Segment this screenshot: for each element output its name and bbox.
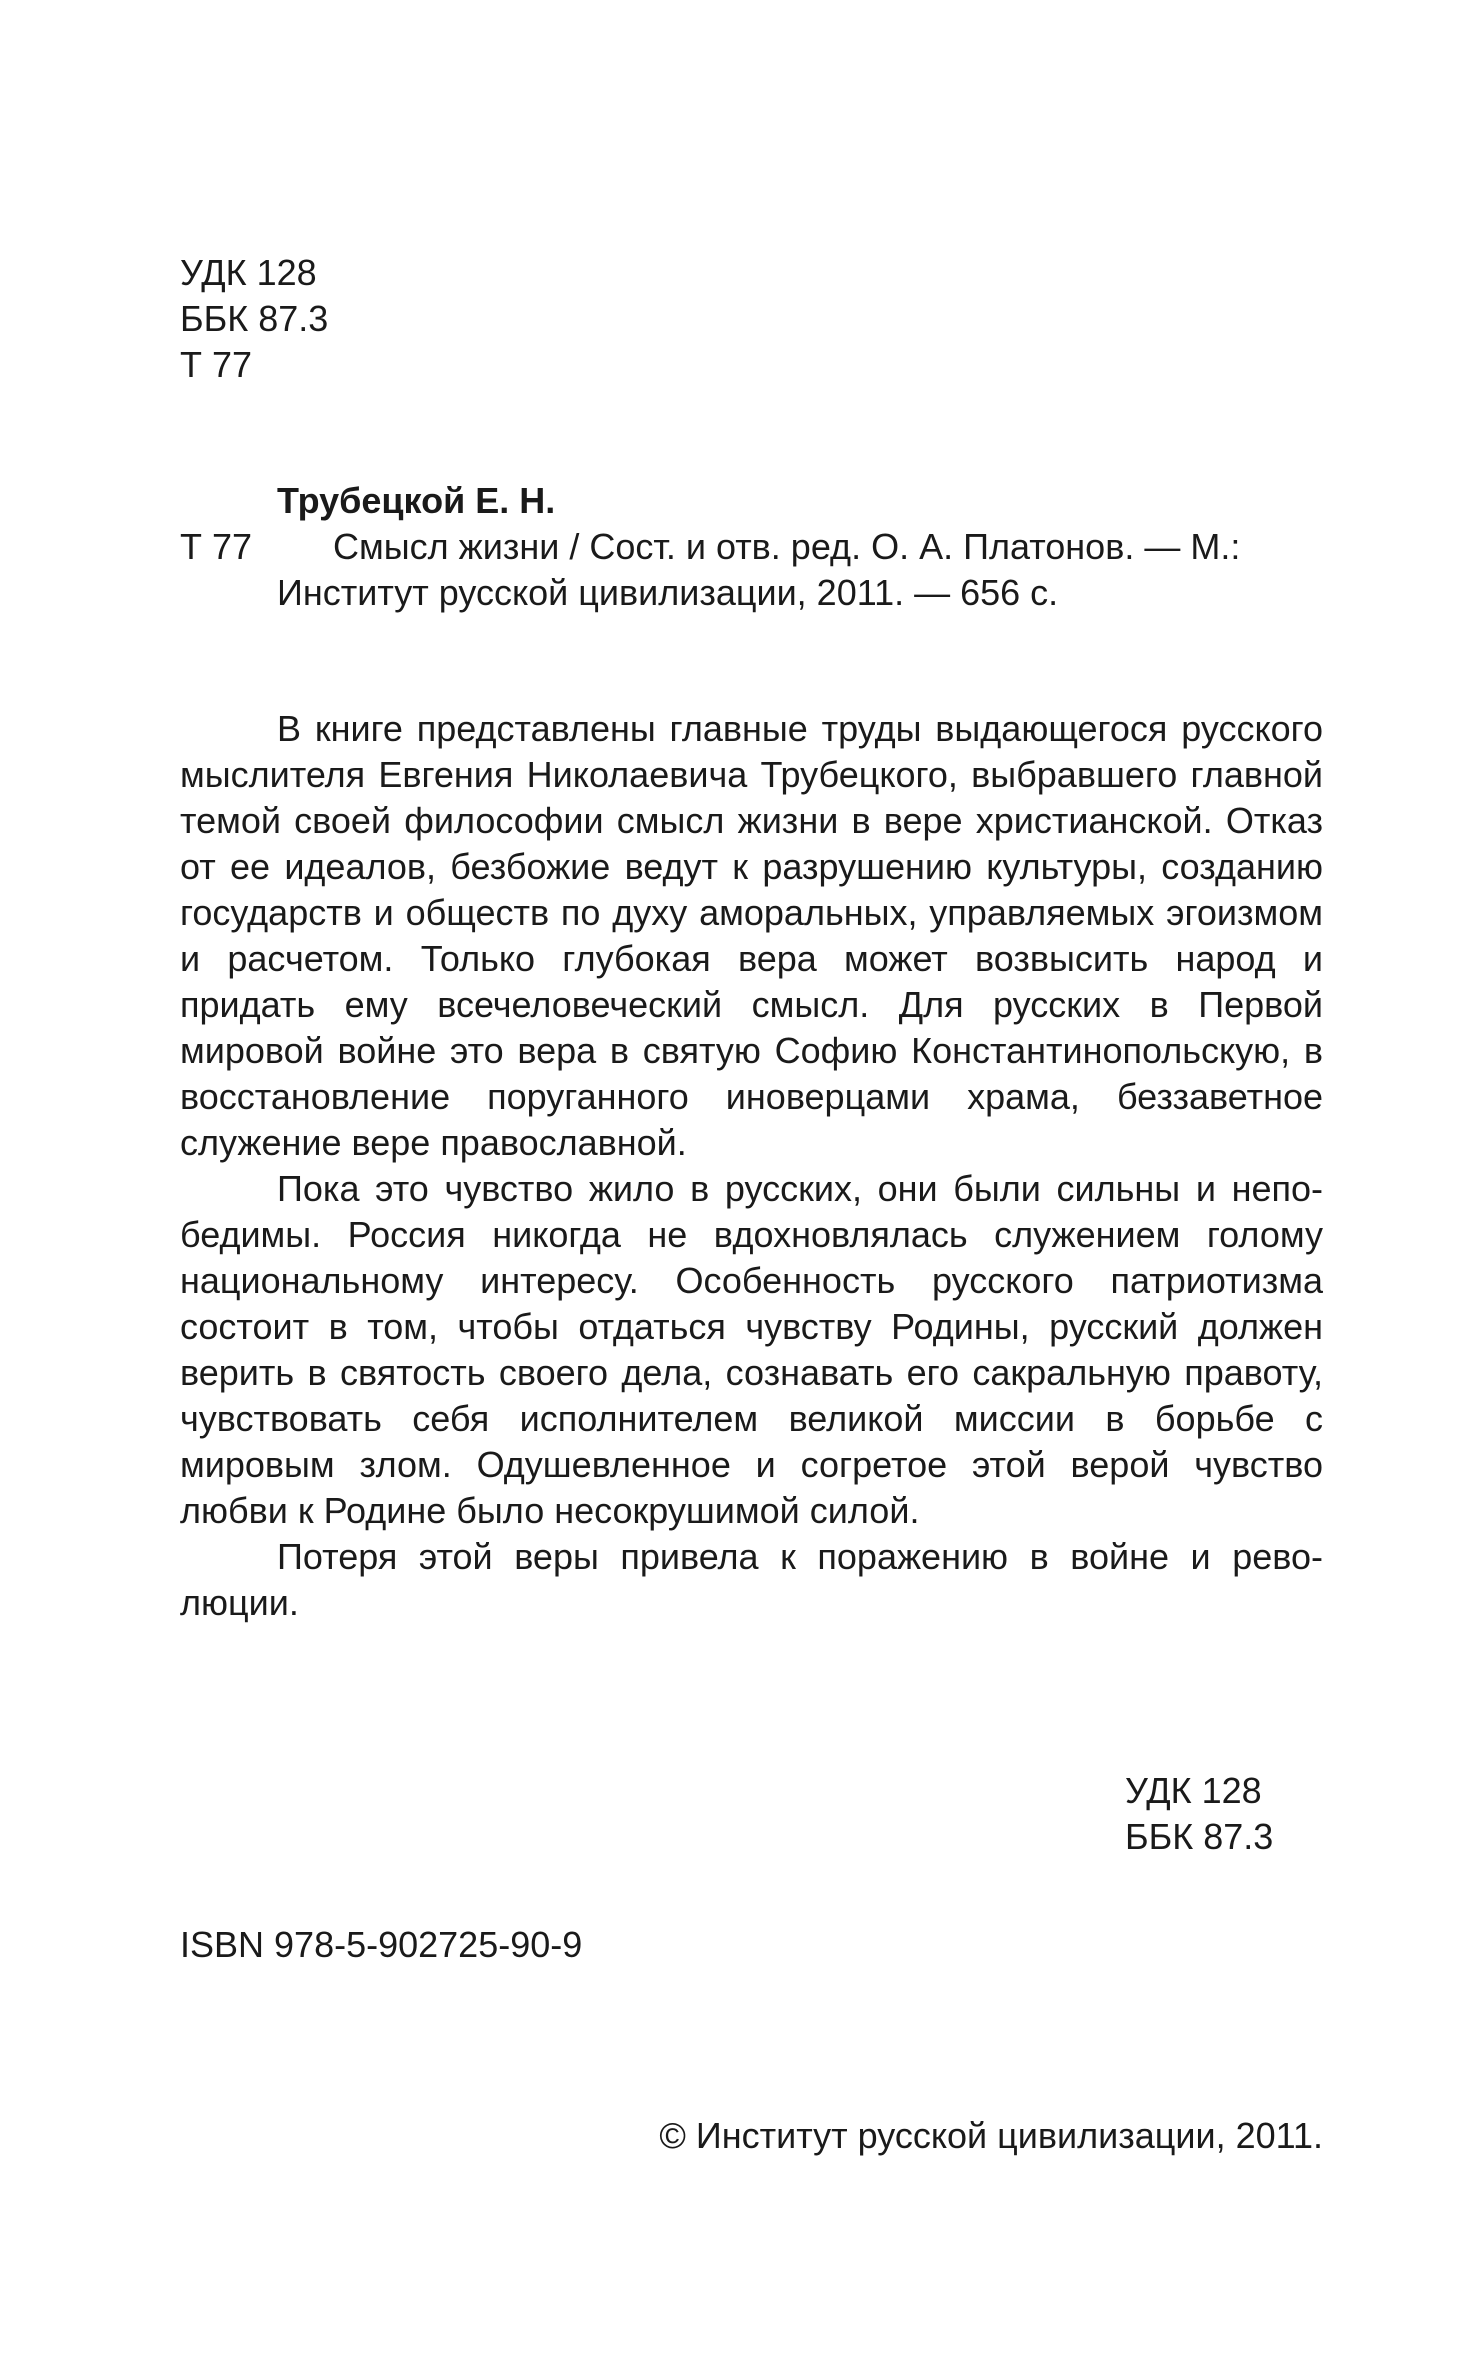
classification-codes-bottom <box>1125 1768 1273 1860</box>
udk-code: УДК 128 <box>180 252 317 293</box>
classification-codes-top <box>180 250 328 388</box>
annotation-paragraph: В книге представлены главные труды выдающегося русского мыслителя Евгения Николаевича Трубецкого, выбравшего главной темой своей философии смысл жизни в вере христианской. Отказ от ее идеалов, безбожие ведут к разрушению культуры, созданию государств и обществ по духу аморальных, управляемых эгоизмом и расчетом. Только глубокая вера может возвысить народ и придать ему всечеловеческий смысл. Для русских в Первой мировой войне это вера в святую Софию Константинопольскую, в восстановление поруганного иноверцами храма, беззаветное служение вере православной. <box>180 708 1323 1163</box>
biblio-title-line: Смысл жизни / Сост. и отв. ред. О. А. Платонов. — М.: <box>333 526 1241 567</box>
author-mark: Т 77 <box>180 344 253 385</box>
annotation-paragraph: Пока это чувство жило в русских, они были сильны и непобедимы. Россия никогда не вдохновлялась служением голому национальному интересу. Особенность русского патриотизма состоит в том, чтобы отдаться чувству Родины, русский должен верить в святость своего дела, сознавать его сакральную правоту, чувствовать себя исполнителем великой миссии в борьбе с мировым злом. Одушевленное и согретое этой верой чувство любви к Родине было несокрушимой силой. <box>180 1168 1323 1531</box>
annotation-paragraph: Потеря этой веры привела к поражению в войне и революции. <box>180 1536 1323 1623</box>
biblio-author-mark: Т 77 <box>180 526 253 567</box>
isbn: ISBN 978-5-902725-90-9 <box>180 1924 583 1965</box>
copyright-notice: © Институт русской цивилизации, 2011. <box>659 2115 1323 2156</box>
udk-code-bottom: УДК 128 <box>1125 1770 1262 1811</box>
annotation <box>180 706 1323 1626</box>
author-name: Трубецкой Е. Н. <box>277 480 556 521</box>
bbk-code: ББК 87.3 <box>180 298 329 339</box>
bbk-code-bottom: ББК 87.3 <box>1125 1816 1274 1857</box>
biblio-publisher-line: Институт русской цивилизации, 2011. — 656 с. <box>277 572 1059 613</box>
